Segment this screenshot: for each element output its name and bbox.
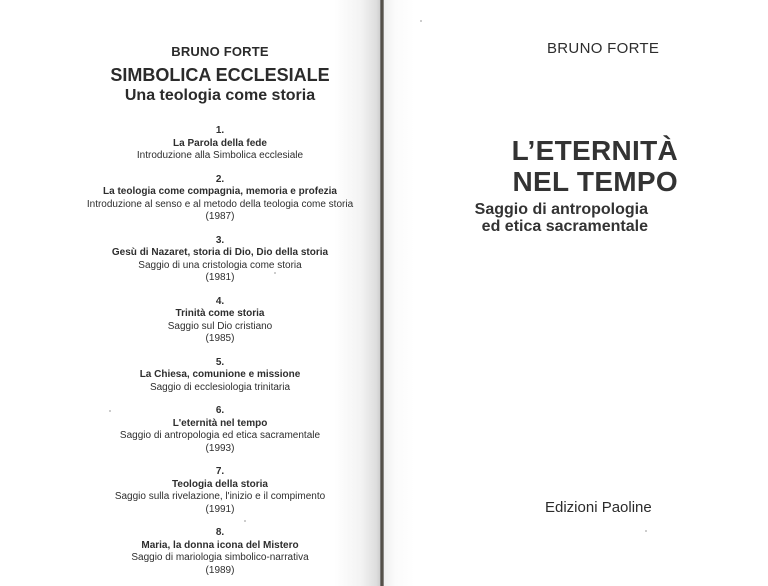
volume-title: Teologia della storia [172,478,268,490]
series-listing [82,44,358,586]
volume-year: (1989) [205,564,235,576]
volume-year: (1985) [205,333,235,344]
volume-subtitle: Saggio sulla rivelazione, l'inizio e il compimento [114,491,326,502]
volume-number: 5. [215,356,225,368]
volume-number: 6. [215,405,225,416]
volume-item [82,174,358,224]
book-title [478,135,678,197]
scan-speck [420,20,422,22]
book-title-line: NEL TEMPO [512,166,678,197]
volume-title: Maria, la donna icona del Mistero [141,539,299,551]
book-author: BRUNO FORTE [547,40,660,57]
volume-number: 1. [215,125,225,136]
book-subtitle [470,201,648,235]
volume-year: (1981) [205,272,235,283]
volume-item [82,405,358,455]
volume-title: La Chiesa, comunione e missione [139,369,301,380]
volume-list [82,125,358,577]
volume-number: 3. [215,234,225,246]
volume-subtitle: Saggio di mariologia simbolico-narrativa [131,552,309,563]
volume-title: Trinità come storia [175,308,265,319]
volume-number: 2. [215,173,225,185]
volume-title: Gesù di Nazaret, storia di Dio, Dio della storia [111,247,329,258]
volume-number: 7. [215,466,225,477]
volume-subtitle: Saggio di antropologia ed etica sacramentale [119,430,321,441]
volume-subtitle: Saggio sul Dio cristiano [167,320,273,332]
volume-item [82,527,358,577]
volume-title: L'eternità nel tempo [172,417,268,429]
scan-speck [109,410,111,412]
scan-speck [274,272,276,274]
volume-subtitle: Introduzione alla Simbolica ecclesiale [136,150,304,161]
volume-subtitle: Saggio di ecclesiologia trinitaria [149,381,291,393]
volume-year: (1993) [205,442,235,454]
volume-number: 8. [215,527,225,538]
book-title-line: L’ETERNITÀ [511,135,678,166]
publisher-name: Edizioni Paoline [545,499,652,516]
volume-item [82,357,358,395]
volume-year: (1991) [205,503,235,515]
volume-title: La Parola della fede [173,137,267,149]
volume-item [82,296,358,346]
book-subtitle-line: Saggio di antropologia [474,201,648,218]
scan-speck [645,530,647,532]
volume-number: 4. [215,295,225,307]
volume-item [82,466,358,516]
volume-title: La teologia come compagnia, memoria e profezia [103,186,337,197]
series-author: BRUNO FORTE [171,44,269,59]
volume-subtitle: Introduzione al senso e al metodo della teologia come storia [86,198,354,210]
series-subtitle: Una teologia come storia [124,87,316,104]
scan-speck [244,520,246,522]
book-subtitle-line: ed etica sacramentale [481,218,648,235]
volume-year: (1987) [205,211,235,222]
series-title: SIMBOLICA ECCLESIALE [110,65,330,85]
volume-item [82,235,358,285]
volume-subtitle: Saggio di una cristologia come storia [138,259,302,271]
volume-item [82,125,358,163]
